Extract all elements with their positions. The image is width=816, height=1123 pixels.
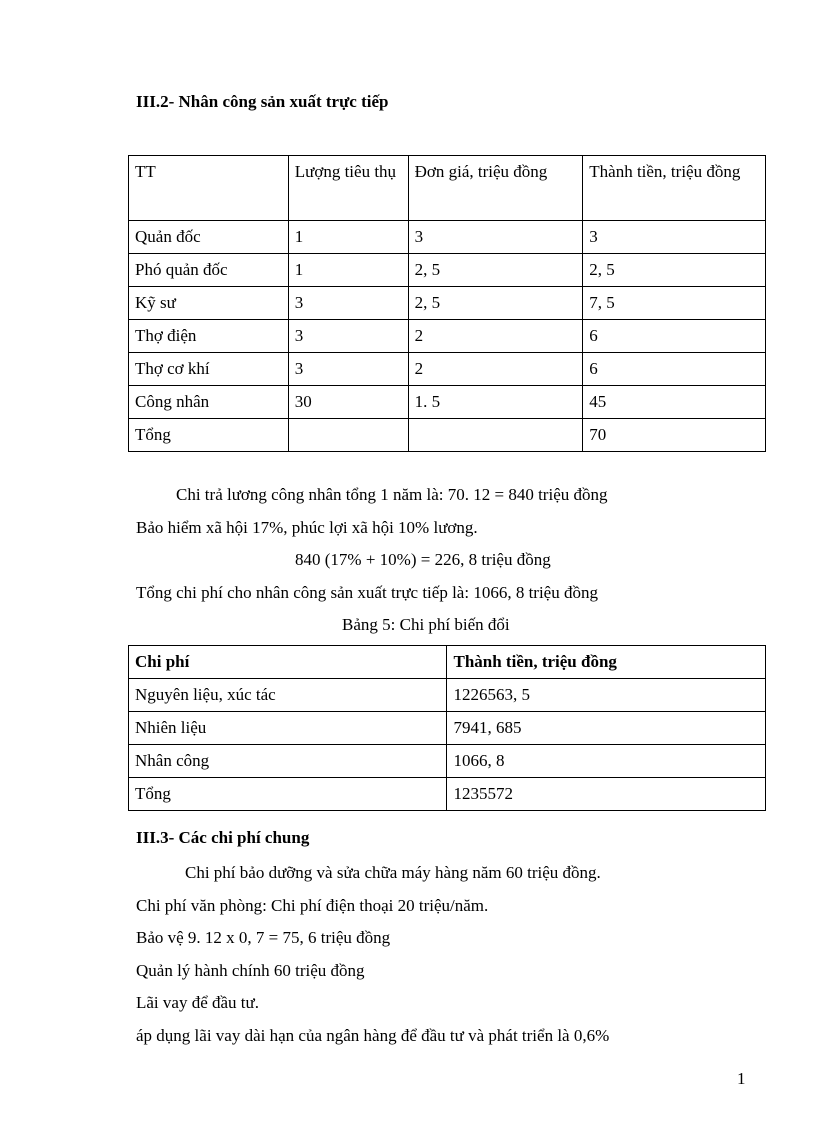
table-cell: 6 [583, 353, 766, 386]
paragraph-salary: Chi trả lương công nhân tổng 1 năm là: 70. 12 = 840 triệu đồng [176, 485, 608, 504]
table-cell: Phó quản đốc [129, 254, 289, 287]
header-cell: Thành tiền, triệu đồng [447, 646, 766, 679]
paragraph-maintenance: Chi phí bảo dưỡng và sửa chữa máy hàng năm 60 triệu đồng. [185, 863, 601, 882]
table-cell: 70 [583, 419, 766, 452]
paragraph-formula: 840 (17% + 10%) = 226, 8 triệu đồng [295, 550, 551, 569]
table-cell: Tổng [129, 778, 447, 811]
page-number: 1 [737, 1069, 746, 1088]
table-row [129, 353, 766, 386]
header-cell: Thành tiền, triệu đồng [583, 156, 766, 221]
table-cell: 3 [288, 320, 408, 353]
table-row [129, 254, 766, 287]
table-cell: 3 [288, 353, 408, 386]
table-cell: Thợ cơ khí [129, 353, 289, 386]
section-heading-overhead: III.3- Các chi phí chung [136, 828, 310, 847]
table-cell: Nhân công [129, 745, 447, 778]
variable-cost-table [128, 645, 766, 811]
table-cell: 30 [288, 386, 408, 419]
table-cell: 2 [408, 353, 583, 386]
paragraph-interest: áp dụng lãi vay dài hạn của ngân hàng để đầu tư và phát triển là 0,6% [136, 1026, 610, 1045]
table-cell: 6 [583, 320, 766, 353]
paragraph-admin: Quản lý hành chính 60 triệu đồng [136, 961, 365, 980]
table-cell: 7941, 685 [447, 712, 766, 745]
table-row-total [129, 778, 766, 811]
header-cell: Đơn giá, triệu đồng [408, 156, 583, 221]
table-cell: 3 [288, 287, 408, 320]
table-cell [288, 419, 408, 452]
table-cell [408, 419, 583, 452]
table-cell: 45 [583, 386, 766, 419]
table-header-row [129, 646, 766, 679]
table-header-row [129, 156, 766, 221]
table-cell: Tổng [129, 419, 289, 452]
table-row [129, 221, 766, 254]
table-cell: 1. 5 [408, 386, 583, 419]
table-cell: 3 [583, 221, 766, 254]
table-row [129, 320, 766, 353]
paragraph-total-labor: Tổng chi phí cho nhân công sản xuất trực tiếp là: 1066, 8 triệu đồng [136, 583, 598, 602]
table-caption: Bảng 5: Chi phí biến đổi [342, 615, 510, 634]
table-cell: Quản đốc [129, 221, 289, 254]
table-row [129, 287, 766, 320]
table-row [129, 386, 766, 419]
table-cell: Nhiên liệu [129, 712, 447, 745]
header-cell: TT [129, 156, 289, 221]
table-cell: 2, 5 [408, 254, 583, 287]
paragraph-insurance: Bảo hiểm xã hội 17%, phúc lợi xã hội 10% lương. [136, 518, 478, 537]
table-cell: 1 [288, 254, 408, 287]
table-cell: 2 [408, 320, 583, 353]
table-row [129, 712, 766, 745]
table-cell: Nguyên liệu, xúc tác [129, 679, 447, 712]
table-row [129, 679, 766, 712]
table-cell: Công nhân [129, 386, 289, 419]
table-cell: 1066, 8 [447, 745, 766, 778]
table-cell: Kỹ sư [129, 287, 289, 320]
table-cell: 2, 5 [408, 287, 583, 320]
table-cell: 1 [288, 221, 408, 254]
table-cell: 1235572 [447, 778, 766, 811]
paragraph-loan: Lãi vay để đầu tư. [136, 993, 259, 1012]
paragraph-office: Chi phí văn phòng: Chi phí điện thoại 20 triệu/năm. [136, 896, 489, 915]
table-cell: 7, 5 [583, 287, 766, 320]
paragraph-security: Bảo vệ 9. 12 x 0, 7 = 75, 6 triệu đồng [136, 928, 391, 947]
table-cell: 3 [408, 221, 583, 254]
table-row-total [129, 419, 766, 452]
header-cell: Lượng tiêu thụ [288, 156, 408, 221]
table-cell: Thợ điện [129, 320, 289, 353]
table-cell: 2, 5 [583, 254, 766, 287]
table-cell: 1226563, 5 [447, 679, 766, 712]
table-row [129, 745, 766, 778]
section-heading-labor: III.2- Nhân công sản xuất trực tiếp [136, 92, 389, 111]
labor-cost-table [128, 155, 766, 452]
header-cell: Chi phí [129, 646, 447, 679]
